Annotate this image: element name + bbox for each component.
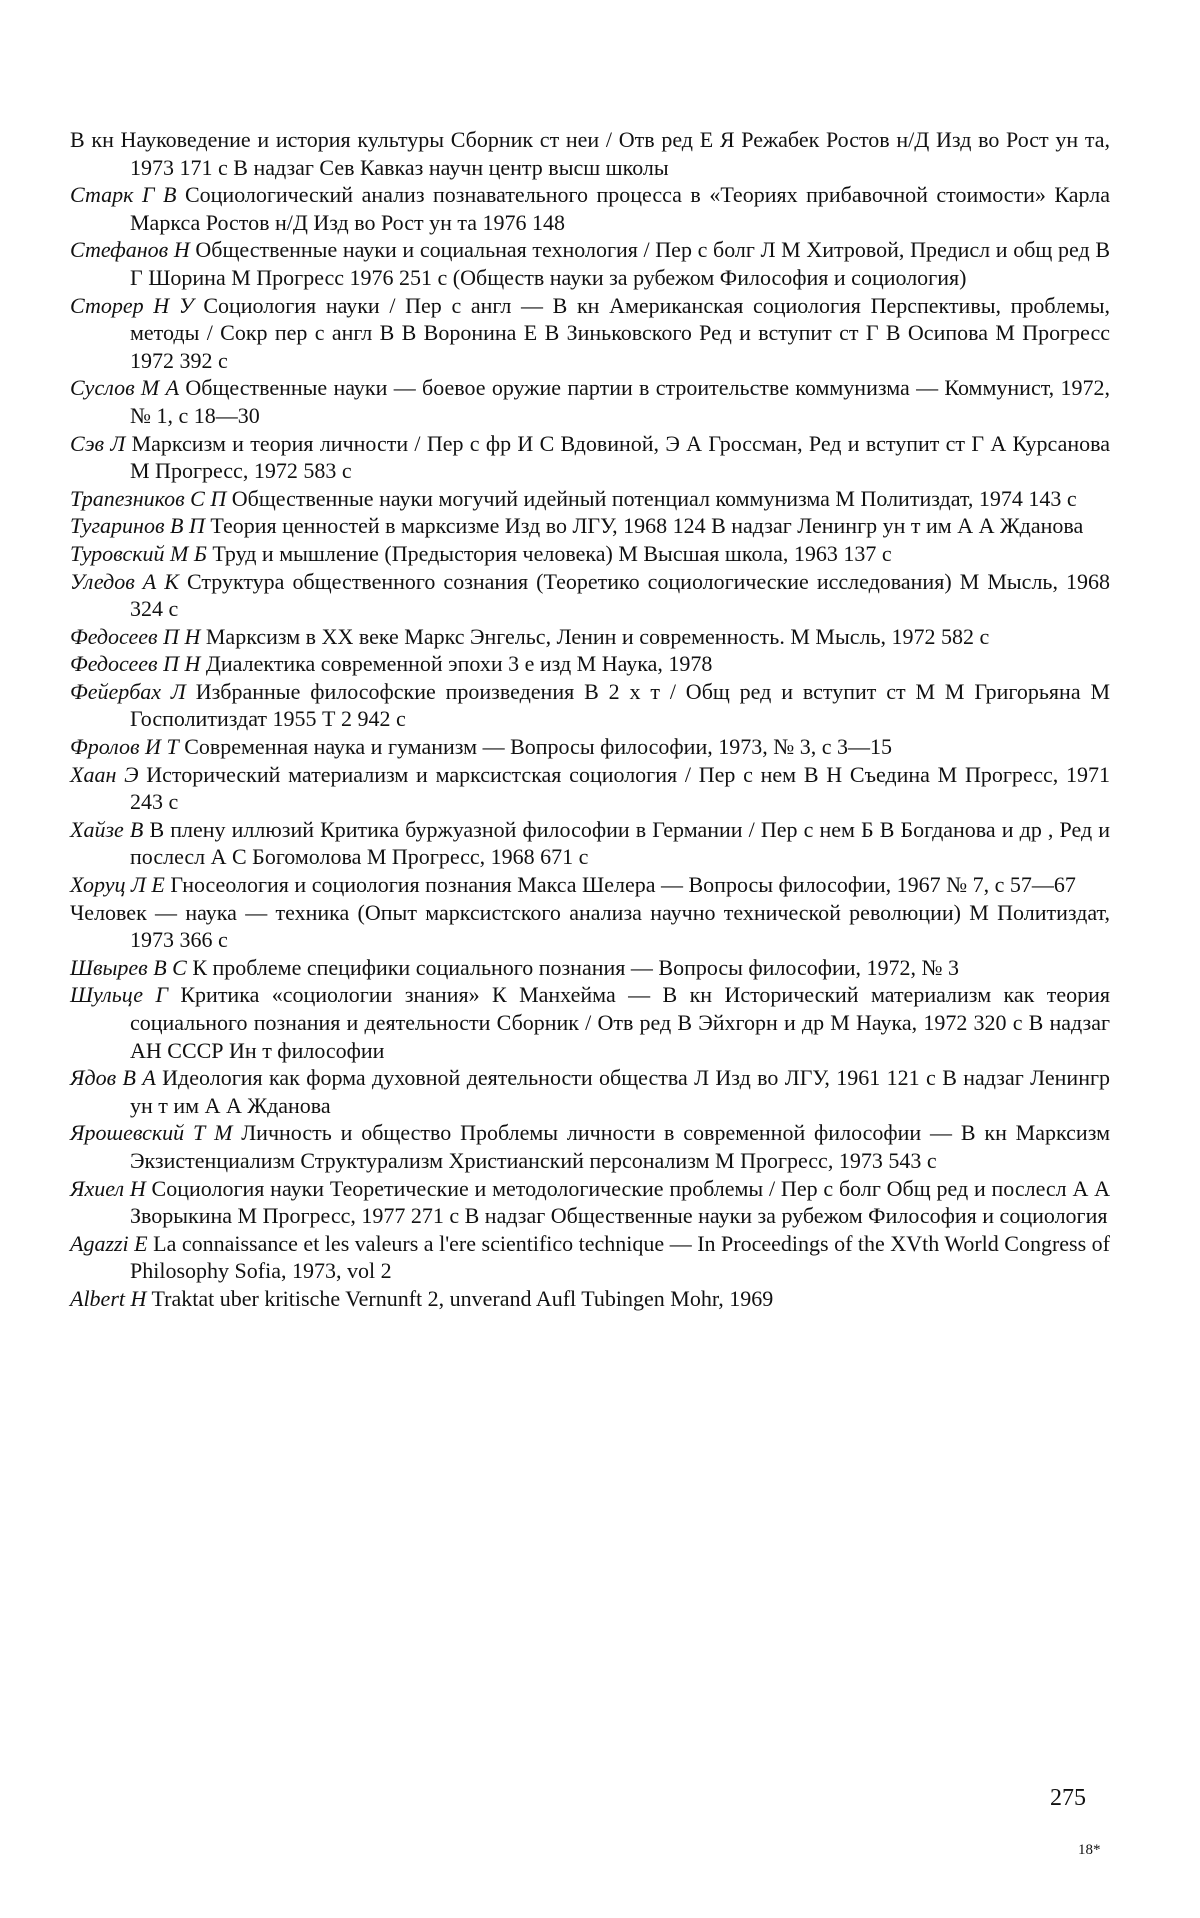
- entry-author: Ярошевский Т М: [70, 1120, 233, 1146]
- entry-text: Traktat uber kritische Vernunft 2, unverand Aufl Tubingen Mohr, 1969: [151, 1285, 774, 1311]
- bibliography-entry: [70, 1175, 1110, 1230]
- bibliography-entry: [70, 1119, 1110, 1174]
- entry-author: Хаан Э: [70, 761, 139, 787]
- bibliography-entry: [70, 678, 1110, 733]
- bibliography-entry: [70, 954, 1110, 982]
- entry-author: Тугаринов В П: [70, 513, 205, 539]
- entry-author: Туровский М Б: [70, 540, 207, 566]
- bibliography-entry: [70, 181, 1110, 236]
- entry-author: Ядов В А: [70, 1065, 156, 1091]
- entry-text: Общественные науки — боевое оружие партии в строительстве коммунизма — Коммунист, 1972, № 1, с 18—30: [130, 375, 1110, 428]
- entry-text: В плену иллюзий Критика буржуазной философии в Германии / Пер с нем Б В Богданова и др , Ред и послесл А С Богомолова М Прогресс, 1968 671 с: [130, 816, 1111, 870]
- bibliography-entry: [70, 512, 1110, 540]
- bibliography-entry: [70, 485, 1110, 513]
- entry-text: Современная наука и гуманизм — Вопросы философии, 1973, № 3, с 3—15: [184, 734, 892, 760]
- entry-text: Идеология как форма духовной деятельности общества Л Изд во ЛГУ, 1961 121 с В надзаг Ленингр ун т им А А Жданова: [130, 1065, 1111, 1118]
- signature-mark: 18*: [1078, 1842, 1101, 1858]
- entry-author: Сторер Н У: [70, 292, 194, 318]
- page-number: 275: [1050, 1785, 1086, 1811]
- entry-author: Сэв Л: [70, 430, 126, 456]
- entry-author: Яхиел Н: [70, 1175, 146, 1201]
- entry-author: Agazzi E: [70, 1230, 148, 1256]
- entry-author: Шульце Г: [70, 982, 168, 1008]
- entry-text: Диалектика современной эпохи 3 е изд М Наука, 1978: [205, 651, 713, 677]
- entry-text: Марксизм и теория личности / Пер с фр И С Вдовиной, Э А Гроссман, Ред и вступит ст Г А Курсанова М Прогресс, 1972 583 с: [130, 430, 1110, 484]
- bibliography-entry: [70, 871, 1110, 899]
- entry-author: Фролов И Т: [70, 734, 179, 760]
- entry-author: Швырев В С: [70, 954, 187, 980]
- entry-author: Хоруц Л Е: [70, 872, 165, 898]
- bibliography-entry: [70, 899, 1110, 954]
- bibliography-entry: [70, 126, 1110, 181]
- bibliography-entry: [70, 650, 1110, 678]
- bibliography-entry: [70, 430, 1110, 485]
- entry-author: Фейербах Л: [70, 678, 186, 704]
- entry-author: Трапезников С П: [70, 485, 227, 511]
- entry-author: Федосеев П Н: [70, 651, 201, 677]
- entry-text: В кн Науковедение и история культуры Сборник ст неи / Отв ред Е Я Режабек Ростов н/Д Изд во Рост ун та, 1973 171 с В надзаг Сев Кавказ научн центр высш школы: [70, 127, 1110, 180]
- bibliography-entry: [70, 761, 1110, 816]
- bibliography-entry: [70, 1285, 1110, 1313]
- bibliography-entry: [70, 981, 1110, 1064]
- entry-author: Albert H: [70, 1285, 147, 1311]
- entry-author: Суслов М А: [70, 375, 180, 401]
- entry-text: Марксизм в XX веке Маркс Энгельс, Ленин и современность. М Мысль, 1972 582 с: [205, 623, 990, 649]
- entry-text: Критика «социологии знания» К Манхейма — В кн Исторический материализм как теория социального познания и деятельности Сборник / Отв ред В Эйхгорн и др М Наука, 1972 320 с В надзаг АН СССР Ин т философии: [130, 982, 1110, 1063]
- entry-text: К проблеме специфики социального познания — Вопросы философии, 1972, № 3: [192, 954, 960, 980]
- entry-text: Социология науки Теоретические и методологические проблемы / Пер с болг Общ ред и послесл А А Зворыкина М Прогресс, 1977 271 с В надзаг Общественные науки за рубежом Философия и социология: [130, 1175, 1111, 1229]
- bibliography-entry: [70, 292, 1110, 375]
- entry-text: Общественные науки и социальная технология / Пер с болг Л М Хитровой, Предисл и общ ред В Г Шорина М Прогресс 1976 251 с (Обществ науки за рубежом Философия и социология): [130, 237, 1111, 290]
- entry-author: Стефанов Н: [70, 237, 190, 263]
- bibliography-entry: [70, 236, 1110, 291]
- entry-author: Уледов А К: [70, 568, 179, 594]
- entry-text: Гносеология и социология познания Макса Шелера — Вопросы философии, 1967 № 7, с 57—67: [170, 872, 1076, 898]
- bibliography-entry: [70, 540, 1110, 568]
- entry-text: Личность и общество Проблемы личности в современной философии — В кн Марксизм Экзистенциализм Структурализм Христианский персонализм М Прогресс, 1973 543 с: [130, 1120, 1110, 1173]
- entry-text: Структура общественного сознания (Теоретико социологические исследования) М Мысль, 1968 324 с: [130, 568, 1111, 622]
- entry-author: Старк Г В: [70, 182, 177, 208]
- entry-author: Федосеев П Н: [70, 623, 201, 649]
- bibliography-entry: [70, 1230, 1110, 1285]
- entry-text: Теория ценностей в марксизме Изд во ЛГУ, 1968 124 В надзаг Ленингр ун т им А А Жданова: [210, 513, 1084, 539]
- bibliography-entry: [70, 816, 1110, 871]
- entry-text: Исторический материализм и марксистская социология / Пер с нем В Н Съедина М Прогресс, 1971 243 с: [130, 761, 1111, 815]
- entry-author: Хайзе В: [70, 816, 144, 842]
- bibliography-entry: [70, 568, 1110, 623]
- entry-text: Труд и мышление (Предыстория человека) М Высшая школа, 1963 137 с: [212, 540, 892, 566]
- entry-text: La connaissance et les valeurs a l'ere scientifico technique — In Proceedings of the XVth World Congress of Philosophy Sofia, 1973, vol 2: [130, 1230, 1110, 1284]
- bibliography-entry: [70, 374, 1110, 429]
- bibliography-entry: [70, 623, 1110, 651]
- bibliography-entry: [70, 1064, 1110, 1119]
- entry-text: Общественные науки могучий идейный потенциал коммунизма М Политиздат, 1974 143 с: [231, 485, 1077, 511]
- entry-text: Избранные философские произведения В 2 х т / Общ ред и вступит ст М М Григорьяна М Госполитиздат 1955 Т 2 942 с: [130, 678, 1111, 732]
- entry-text: Социологический анализ познавательного процесса в «Теориях прибавочной стоимости» Карла Маркса Ростов н/Д Изд во Рост ун та 1976 148: [130, 182, 1111, 235]
- entry-text: Социология науки / Пер с англ — В кн Американская социология Перспективы, проблемы, методы / Сокр пер с англ В В Воронина Е В Зиньковского Ред и вступит ст Г В Осипова М Прогресс 1972 392 с: [130, 292, 1111, 373]
- bibliography-list: [70, 126, 1110, 1313]
- bibliography-entry: [70, 733, 1110, 761]
- entry-text: Человек — наука — техника (Опыт марксистского анализа научно технической революции) М Политиздат, 1973 366 с: [70, 899, 1110, 953]
